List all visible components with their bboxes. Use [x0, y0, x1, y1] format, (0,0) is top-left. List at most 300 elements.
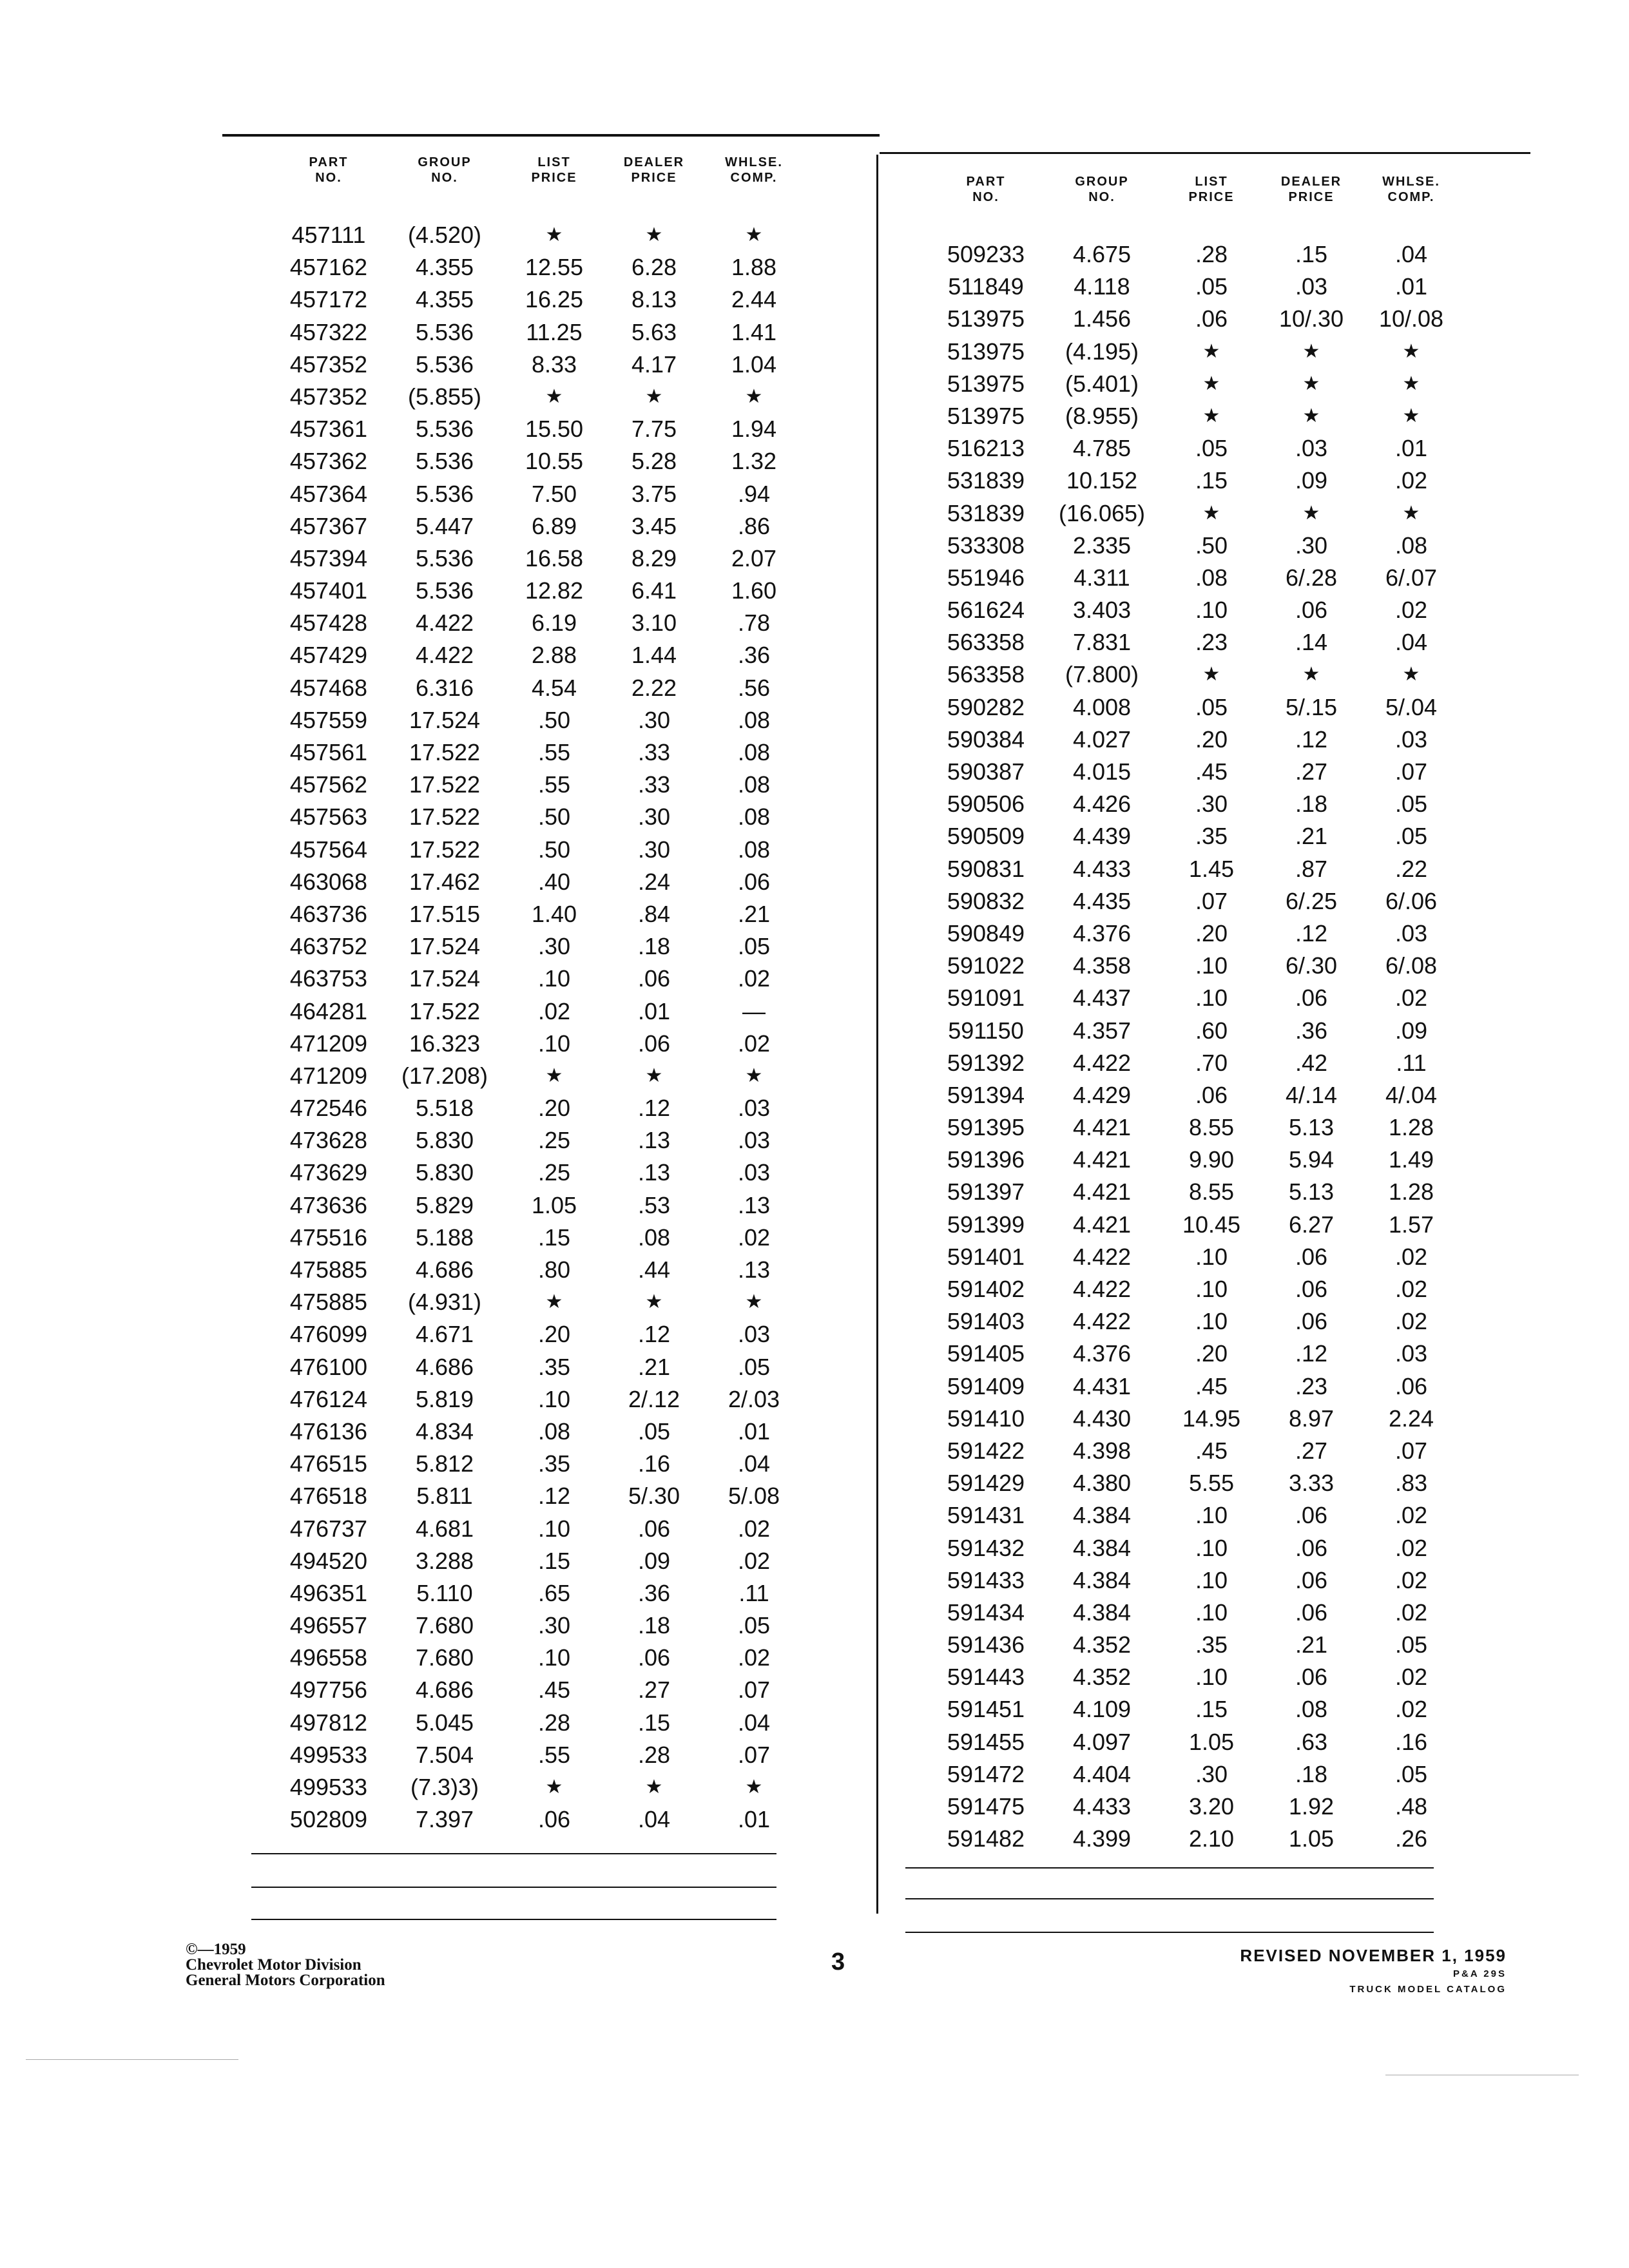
whlse-comp-cell: 2.24: [1388, 1405, 1434, 1432]
group-no-cell: 17.522: [409, 803, 481, 831]
group-no-cell: 17.522: [409, 836, 481, 863]
header-list-price: LIST PRICE: [531, 155, 577, 185]
whlse-comp-cell: .02: [1394, 1534, 1428, 1561]
group-no-cell: 4.008: [1072, 693, 1132, 720]
dealer-price-cell: .28: [637, 1741, 671, 1768]
group-no-cell: 4.027: [1072, 726, 1132, 753]
part-no-cell: 513975: [947, 305, 1025, 332]
part-no-cell: 496558: [289, 1644, 368, 1671]
whlse-comp-cell: .07: [1394, 758, 1428, 785]
dealer-price-cell: .33: [637, 771, 671, 798]
list-price-cell: .20: [1195, 726, 1228, 753]
dealer-price-cell: .36: [637, 1579, 671, 1606]
list-price-cell: .05: [1195, 693, 1228, 720]
dealer-price-cell: 8.29: [631, 544, 677, 572]
whlse-comp-cell: ★: [745, 224, 763, 245]
whlse-comp-cell: .11: [738, 1579, 769, 1606]
list-price-cell: .07: [1195, 887, 1228, 914]
dealer-price-cell: .13: [637, 1127, 671, 1154]
whlse-comp-cell: .56: [737, 674, 771, 701]
dealer-price-cell: 5/.30: [628, 1483, 680, 1510]
list-price-cell: .45: [1195, 1437, 1228, 1464]
part-no-cell: 473628: [289, 1127, 368, 1154]
part-no-cell: 591410: [947, 1405, 1025, 1432]
group-no-cell: (8.955): [1065, 402, 1139, 429]
part-no-cell: 591392: [947, 1049, 1025, 1076]
group-no-cell: 4.384: [1072, 1566, 1132, 1593]
group-no-cell: 4.437: [1072, 985, 1132, 1012]
group-no-cell: 4.109: [1072, 1696, 1132, 1723]
dealer-price-cell: .06: [1295, 597, 1328, 624]
part-no-cell: 457172: [289, 286, 368, 313]
part-no-cell: 502809: [289, 1806, 368, 1833]
part-no-cell: 591475: [947, 1793, 1025, 1820]
list-price-cell: .10: [537, 1385, 571, 1412]
dealer-price-cell: ★: [645, 1291, 663, 1313]
dealer-price-cell: 6.27: [1288, 1211, 1335, 1238]
dealer-price-cell: 5.94: [1288, 1146, 1335, 1173]
list-price-cell: .35: [537, 1353, 571, 1380]
whlse-comp-cell: .04: [1394, 629, 1428, 656]
part-no-cell: 457559: [289, 706, 368, 733]
dealer-price-cell: 6.28: [631, 254, 677, 281]
group-no-cell: 17.515: [409, 900, 481, 927]
dealer-price-cell: .33: [637, 739, 671, 765]
part-no-cell: 590387: [947, 758, 1025, 785]
whlse-comp-cell: .03: [737, 1095, 771, 1122]
group-no-cell: 5.812: [415, 1450, 474, 1477]
whlse-comp-cell: ★: [1402, 664, 1420, 686]
list-price-cell: .55: [537, 1741, 571, 1768]
list-price-cell: .50: [537, 706, 571, 733]
group-no-cell: 5.045: [415, 1709, 474, 1736]
group-no-cell: 4.421: [1072, 1146, 1132, 1173]
group-no-cell: 5.188: [415, 1224, 474, 1251]
group-no-cell: (4.195): [1065, 338, 1139, 365]
dealer-price-cell: 6/.28: [1285, 564, 1338, 591]
dealer-price-cell: .08: [637, 1224, 671, 1251]
dealer-price-cell: .23: [1295, 1372, 1328, 1399]
group-no-cell: (4.520): [407, 222, 482, 248]
part-no-cell: 591431: [947, 1502, 1025, 1529]
dealer-price-cell: .18: [637, 933, 671, 960]
list-price-cell: .15: [537, 1547, 571, 1574]
part-no-cell: 509233: [947, 241, 1025, 267]
whlse-comp-cell: 6/.08: [1385, 952, 1438, 979]
list-price-cell: .80: [537, 1256, 571, 1283]
whlse-comp-cell: .05: [1394, 1760, 1428, 1787]
part-no-cell: 591433: [947, 1566, 1025, 1593]
whlse-comp-cell: .03: [1394, 726, 1428, 753]
list-price-cell: ★: [1202, 372, 1220, 394]
dealer-price-cell: .06: [1295, 1502, 1328, 1529]
blank-rule: [905, 1867, 1434, 1869]
blank-rule: [251, 1853, 776, 1854]
list-price-cell: 7.50: [531, 480, 577, 507]
group-no-cell: 17.524: [409, 933, 481, 960]
dealer-price-cell: 8.13: [631, 286, 677, 313]
whlse-comp-cell: .08: [737, 803, 771, 831]
whlse-comp-cell: .48: [1394, 1793, 1428, 1820]
part-no-cell: 497812: [289, 1709, 368, 1736]
group-no-cell: 4.384: [1072, 1599, 1132, 1626]
part-no-cell: 591396: [947, 1146, 1025, 1173]
part-no-cell: 463068: [289, 868, 368, 895]
list-price-cell: ★: [1202, 664, 1220, 686]
whlse-comp-cell: 4/.04: [1385, 1081, 1438, 1108]
list-price-cell: 5.55: [1188, 1470, 1235, 1497]
group-no-cell: 4.686: [415, 1256, 474, 1283]
whlse-comp-cell: ★: [745, 385, 763, 407]
whlse-comp-cell: .02: [1394, 597, 1428, 624]
group-no-cell: (17.208): [401, 1062, 488, 1089]
whlse-comp-cell: ★: [1402, 372, 1420, 394]
part-no-cell: 463752: [289, 933, 368, 960]
list-price-cell: .10: [1195, 1664, 1228, 1691]
whlse-comp-cell: .01: [737, 1806, 771, 1833]
part-no-cell: 476737: [289, 1515, 368, 1542]
part-no-cell: 516213: [947, 435, 1025, 462]
header-dealer-price: DEALER PRICE: [1280, 175, 1342, 204]
whlse-comp-cell: .07: [737, 1741, 771, 1768]
whlse-comp-cell: .03: [737, 1127, 771, 1154]
group-no-cell: 5.536: [415, 416, 474, 443]
group-no-cell: (4.931): [407, 1289, 482, 1316]
dealer-price-cell: 5.63: [631, 318, 677, 345]
whlse-comp-cell: ★: [1402, 405, 1420, 427]
list-price-cell: 12.55: [525, 254, 584, 281]
blank-rule: [251, 1919, 776, 1920]
whlse-comp-cell: .02: [1394, 1308, 1428, 1335]
dealer-price-cell: .30: [637, 836, 671, 863]
part-no-cell: 591091: [947, 985, 1025, 1012]
whlse-comp-cell: .02: [737, 965, 771, 992]
list-price-cell: .10: [1195, 1599, 1228, 1626]
list-price-cell: .05: [1195, 435, 1228, 462]
list-price-cell: ★: [1202, 340, 1220, 362]
list-price-cell: ★: [1202, 502, 1220, 524]
part-no-cell: 511849: [948, 273, 1024, 300]
list-price-cell: 8.33: [531, 351, 577, 378]
part-no-cell: 475885: [289, 1289, 368, 1316]
dealer-price-cell: .53: [637, 1191, 671, 1218]
dealer-price-cell: ★: [1302, 405, 1320, 427]
group-no-cell: 4.681: [415, 1515, 474, 1542]
whlse-comp-cell: .08: [737, 771, 771, 798]
whlse-comp-cell: .16: [1394, 1728, 1428, 1755]
whlse-comp-cell: .02: [737, 1515, 771, 1542]
list-price-cell: 1.40: [531, 900, 577, 927]
group-no-cell: (7.800): [1065, 661, 1139, 688]
part-no-cell: 591422: [947, 1437, 1025, 1464]
group-no-cell: 4.422: [415, 642, 474, 669]
group-no-cell: 17.522: [409, 739, 481, 765]
list-price-cell: .20: [1195, 1340, 1228, 1367]
whlse-comp-cell: .03: [1394, 919, 1428, 947]
list-price-cell: 11.25: [526, 318, 583, 345]
dealer-price-cell: .06: [1295, 985, 1328, 1012]
whlse-comp-cell: .07: [737, 1677, 771, 1704]
part-no-cell: 457352: [289, 351, 368, 378]
group-no-cell: 17.522: [409, 771, 481, 798]
dealer-price-cell: .04: [637, 1806, 671, 1833]
dealer-price-cell: 8.97: [1288, 1405, 1335, 1432]
dealer-price-cell: .03: [1295, 273, 1328, 300]
header-whlse-comp: WHLSE. COMP.: [725, 155, 783, 185]
group-no-cell: 4.435: [1072, 887, 1132, 914]
dealer-price-cell: 1.44: [631, 642, 677, 669]
dealer-price-cell: .06: [637, 965, 671, 992]
top-rule-right: [880, 152, 1530, 154]
header-group-no: GROUP NO.: [1075, 175, 1129, 204]
whlse-comp-cell: ★: [1402, 340, 1420, 362]
part-no-cell: 551946: [947, 564, 1025, 591]
whlse-comp-cell: 1.60: [731, 577, 777, 604]
part-no-cell: 457361: [289, 416, 368, 443]
group-no-cell: 3.288: [415, 1547, 474, 1574]
list-price-cell: .45: [1195, 1372, 1228, 1399]
part-no-cell: 563358: [947, 661, 1025, 688]
copyright: ©—1959: [186, 1941, 246, 1958]
part-no-cell: 457428: [289, 610, 368, 637]
catalog-code: P&A 29S: [1453, 1968, 1507, 1979]
dealer-price-cell: .27: [637, 1677, 671, 1704]
dealer-price-cell: 4.17: [631, 351, 677, 378]
dealer-price-cell: 6.41: [631, 577, 677, 604]
group-no-cell: 4.404: [1072, 1760, 1132, 1787]
group-no-cell: 5.830: [415, 1159, 474, 1186]
part-no-cell: 457352: [289, 383, 368, 410]
dealer-price-cell: 5.28: [631, 448, 677, 475]
dealer-price-cell: .21: [1295, 1631, 1328, 1658]
whlse-comp-cell: .83: [1394, 1470, 1428, 1497]
part-no-cell: 475885: [289, 1256, 368, 1283]
dealer-price-cell: 3.10: [631, 610, 677, 637]
group-no-cell: (5.855): [407, 383, 482, 410]
part-no-cell: 473636: [289, 1191, 368, 1218]
part-no-cell: 457564: [289, 836, 368, 863]
dealer-price-cell: .06: [1295, 1243, 1328, 1270]
list-price-cell: 1.05: [531, 1191, 577, 1218]
part-no-cell: 457162: [289, 254, 368, 281]
header-dealer-price: DEALER PRICE: [623, 155, 685, 185]
part-no-cell: 591482: [947, 1825, 1025, 1852]
top-rule-left: [222, 134, 880, 137]
whlse-comp-cell: .21: [737, 900, 771, 927]
list-price-cell: ★: [545, 1064, 563, 1086]
blank-rule: [905, 1932, 1434, 1933]
whlse-comp-cell: 1.04: [731, 351, 777, 378]
group-no-cell: 5.447: [415, 512, 474, 539]
dealer-price-cell: 2.22: [631, 674, 677, 701]
group-no-cell: 4.376: [1072, 1340, 1132, 1367]
whlse-comp-cell: .02: [737, 1030, 771, 1057]
list-price-cell: .25: [537, 1159, 571, 1186]
whlse-comp-cell: .08: [737, 836, 771, 863]
whlse-comp-cell: .01: [1394, 273, 1428, 300]
part-no-cell: 591409: [947, 1372, 1025, 1399]
group-no-cell: 4.358: [1072, 952, 1132, 979]
whlse-comp-cell: .08: [737, 739, 771, 765]
whlse-comp-cell: .05: [1394, 823, 1428, 850]
list-price-cell: .65: [537, 1579, 571, 1606]
dealer-price-cell: .44: [637, 1256, 671, 1283]
dealer-price-cell: ★: [645, 385, 663, 407]
whlse-comp-cell: 1.49: [1388, 1146, 1434, 1173]
group-no-cell: 4.686: [415, 1677, 474, 1704]
list-price-cell: .06: [1195, 305, 1228, 332]
part-no-cell: 457362: [289, 448, 368, 475]
part-no-cell: 457562: [289, 771, 368, 798]
group-no-cell: 5.819: [415, 1385, 474, 1412]
part-no-cell: 463753: [289, 965, 368, 992]
group-no-cell: 5.518: [415, 1095, 474, 1122]
group-no-cell: 5.811: [416, 1483, 473, 1510]
list-price-cell: 1.45: [1188, 855, 1235, 882]
dealer-price-cell: .06: [637, 1030, 671, 1057]
part-no-cell: 463736: [289, 900, 368, 927]
dealer-price-cell: .01: [637, 997, 671, 1024]
part-no-cell: 561624: [947, 597, 1025, 624]
dealer-price-cell: 5.13: [1288, 1178, 1335, 1206]
dealer-price-cell: .09: [1295, 467, 1328, 494]
group-no-cell: 4.421: [1072, 1114, 1132, 1141]
part-no-cell: 591403: [947, 1308, 1025, 1335]
whlse-comp-cell: .36: [737, 642, 771, 669]
dealer-price-cell: .12: [637, 1321, 671, 1348]
dealer-price-cell: .87: [1295, 855, 1328, 882]
group-no-cell: 4.352: [1072, 1631, 1132, 1658]
whlse-comp-cell: .05: [1394, 791, 1428, 818]
list-price-cell: .45: [1195, 758, 1228, 785]
dealer-price-cell: .15: [1295, 241, 1328, 267]
list-price-cell: ★: [545, 1291, 563, 1313]
part-no-cell: 457563: [289, 803, 368, 831]
group-no-cell: 4.430: [1072, 1405, 1132, 1432]
dealer-price-cell: 6/.30: [1285, 952, 1338, 979]
dealer-price-cell: 3.75: [631, 480, 677, 507]
scan-artifact-line: [26, 2059, 238, 2060]
list-price-cell: .35: [537, 1450, 571, 1477]
part-no-cell: 591150: [948, 1017, 1024, 1044]
list-price-cell: .10: [1195, 985, 1228, 1012]
whlse-comp-cell: .01: [737, 1418, 771, 1445]
group-no-cell: 4.686: [415, 1353, 474, 1380]
whlse-comp-cell: 1.28: [1388, 1114, 1434, 1141]
dealer-price-cell: 6/.25: [1285, 887, 1338, 914]
list-price-cell: ★: [545, 385, 563, 407]
group-no-cell: 3.403: [1072, 597, 1132, 624]
list-price-cell: .30: [537, 933, 571, 960]
list-price-cell: .23: [1195, 629, 1228, 656]
whlse-comp-cell: ★: [745, 1776, 763, 1798]
part-no-cell: 590831: [947, 855, 1025, 882]
dealer-price-cell: .30: [637, 803, 671, 831]
revision-block: [1240, 1945, 1507, 1997]
group-no-cell: 4.429: [1072, 1081, 1132, 1108]
group-no-cell: 4.422: [415, 610, 474, 637]
group-no-cell: 16.323: [409, 1030, 481, 1057]
dealer-price-cell: 7.75: [631, 416, 677, 443]
part-no-cell: 476518: [289, 1483, 368, 1510]
group-no-cell: 7.680: [415, 1612, 474, 1639]
whlse-comp-cell: 6/.07: [1385, 564, 1438, 591]
group-no-cell: 7.504: [415, 1741, 474, 1768]
part-no-cell: 476100: [289, 1353, 368, 1380]
whlse-comp-cell: .06: [1394, 1372, 1428, 1399]
dealer-price-cell: .36: [1295, 1017, 1328, 1044]
division-name: Chevrolet Motor Division: [186, 1956, 361, 1974]
whlse-comp-cell: .26: [1394, 1825, 1428, 1852]
header-part-no: PART NO.: [309, 155, 349, 185]
whlse-comp-cell: .13: [737, 1256, 771, 1283]
list-price-cell: 16.58: [525, 544, 584, 572]
part-no-cell: 497756: [289, 1677, 368, 1704]
list-price-cell: .06: [1195, 1081, 1228, 1108]
dealer-price-cell: .18: [1295, 791, 1328, 818]
whlse-comp-cell: .86: [737, 512, 771, 539]
group-no-cell: 17.522: [409, 997, 481, 1024]
list-price-cell: ★: [545, 224, 563, 245]
dealer-price-cell: .06: [1295, 1308, 1328, 1335]
dealer-price-cell: 5.13: [1288, 1114, 1335, 1141]
header-group-no: GROUP NO.: [418, 155, 472, 185]
whlse-comp-cell: .04: [737, 1709, 771, 1736]
group-no-cell: 2.335: [1072, 532, 1132, 559]
whlse-comp-cell: 1.88: [731, 254, 777, 281]
list-price-cell: .10: [537, 1515, 571, 1542]
dealer-price-cell: ★: [1302, 372, 1320, 394]
dealer-price-cell: .06: [1295, 1664, 1328, 1691]
whlse-comp-cell: .02: [1394, 1276, 1428, 1302]
group-no-cell: 4.398: [1072, 1437, 1132, 1464]
dealer-price-cell: .06: [637, 1644, 671, 1671]
part-no-cell: 591472: [947, 1760, 1025, 1787]
group-no-cell: 4.384: [1072, 1502, 1132, 1529]
list-price-cell: 6.19: [531, 610, 577, 637]
whlse-comp-cell: .08: [1394, 532, 1428, 559]
group-no-cell: 4.422: [1072, 1243, 1132, 1270]
dealer-price-cell: ★: [1302, 502, 1320, 524]
part-no-cell: 591451: [947, 1696, 1025, 1723]
whlse-comp-cell: 2.07: [731, 544, 777, 572]
part-no-cell: 472546: [289, 1095, 368, 1122]
whlse-comp-cell: ★: [1402, 502, 1420, 524]
list-price-cell: 1.05: [1188, 1728, 1235, 1755]
revised-date: REVISED NOVEMBER 1, 1959: [1240, 1946, 1507, 1965]
dealer-price-cell: .05: [637, 1418, 671, 1445]
whlse-comp-cell: 1.41: [731, 318, 777, 345]
list-price-cell: 15.50: [525, 416, 584, 443]
list-price-cell: 10.45: [1182, 1211, 1241, 1238]
list-price-cell: .35: [1195, 1631, 1228, 1658]
list-price-cell: .12: [537, 1483, 571, 1510]
part-no-cell: 496557: [289, 1612, 368, 1639]
blank-rule: [905, 1898, 1434, 1899]
part-no-cell: 590849: [947, 919, 1025, 947]
dealer-price-cell: .03: [1295, 435, 1328, 462]
whlse-comp-cell: .94: [737, 480, 771, 507]
dealer-price-cell: .18: [637, 1612, 671, 1639]
whlse-comp-cell: .02: [1394, 1502, 1428, 1529]
part-no-cell: 563358: [947, 629, 1025, 656]
whlse-comp-cell: .78: [737, 610, 771, 637]
group-no-cell: 4.433: [1072, 1793, 1132, 1820]
dealer-price-cell: .21: [637, 1353, 671, 1380]
part-no-cell: 494520: [289, 1547, 368, 1574]
whlse-comp-cell: .02: [1394, 1243, 1428, 1270]
whlse-comp-cell: .11: [1396, 1049, 1427, 1076]
